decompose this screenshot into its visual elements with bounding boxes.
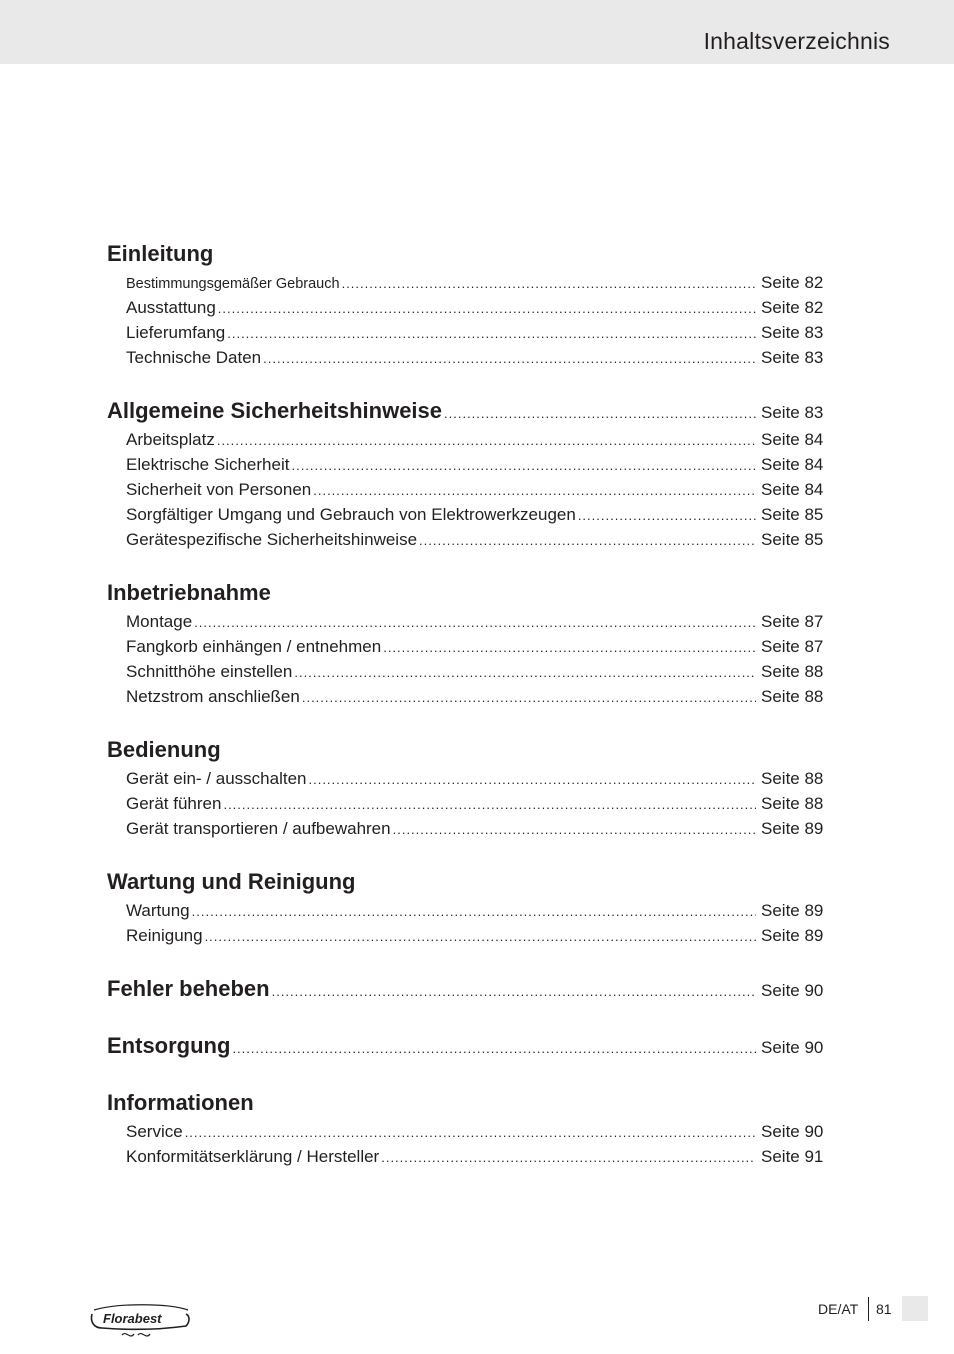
page-number: 81: [876, 1301, 892, 1317]
leader-dots: [313, 478, 756, 503]
toc-entry[interactable]: [107, 791, 829, 816]
toc-heading: Entsorgung: [107, 1033, 231, 1058]
toc-heading: Informationen: [107, 1090, 254, 1115]
toc-page-ref: Seite 84: [761, 430, 824, 449]
leader-dots: [217, 428, 756, 453]
toc-section: [107, 1087, 829, 1169]
toc-entry-label: Schnitthöhe einstellen: [126, 662, 293, 681]
toc-page-ref: Seite 84: [761, 455, 824, 474]
toc-entry[interactable]: [107, 1144, 829, 1169]
toc-page-ref: Seite 85: [761, 530, 824, 549]
toc-page-ref: Seite 83: [761, 323, 824, 342]
toc-heading-row[interactable]: [107, 395, 829, 427]
leader-dots: [227, 321, 756, 346]
toc-entry-label: Netzstrom anschließen: [126, 687, 300, 706]
toc-heading: Fehler beheben: [107, 976, 270, 1001]
page-title: Inhaltsverzeichnis: [703, 28, 890, 54]
toc-entry[interactable]: [107, 452, 829, 477]
toc-entry-label: Fangkorb einhängen / entnehmen: [126, 637, 382, 656]
toc-section: [107, 866, 829, 948]
toc-heading: Einleitung: [107, 241, 214, 266]
toc-section: [107, 973, 829, 1005]
leader-dots: [302, 685, 756, 710]
toc-page-ref: Seite 84: [761, 480, 824, 499]
toc-entry[interactable]: [107, 816, 829, 841]
toc-entry-label: Gerätespezifische Sicherheitshinweise: [126, 530, 418, 549]
leader-dots: [308, 767, 756, 792]
logo-text: Florabest: [103, 1311, 162, 1326]
toc-entry[interactable]: [107, 295, 829, 320]
toc-page-ref: Seite 88: [761, 794, 824, 813]
toc-section: [107, 1030, 829, 1062]
toc-section: [107, 395, 829, 552]
toc-page-ref: Seite 82: [761, 273, 824, 292]
leader-dots: [419, 528, 756, 553]
toc-entry-label: Wartung: [126, 901, 190, 920]
toc-page-ref: Seite 83: [761, 403, 824, 422]
toc-entry[interactable]: [107, 502, 829, 527]
toc-page-ref: Seite 87: [761, 612, 824, 631]
header-bar: [0, 0, 954, 64]
toc-page-ref: Seite 90: [761, 1038, 824, 1057]
toc-entry-label: Sorgfältiger Umgang und Gebrauch von Elektrowerkzeugen: [126, 505, 576, 524]
leader-dots: [205, 924, 756, 949]
toc-entry-label: Technische Daten: [126, 348, 262, 367]
toc-entry-label: Service: [126, 1122, 183, 1141]
leader-dots: [294, 660, 756, 685]
toc-section: [107, 734, 829, 841]
toc-entry[interactable]: [107, 427, 829, 452]
footer-divider: [868, 1297, 869, 1321]
leader-dots: [342, 271, 756, 296]
toc-entry[interactable]: [107, 634, 829, 659]
toc-page-ref: Seite 91: [761, 1147, 824, 1166]
leader-dots: [263, 346, 756, 371]
toc-entry-label: Gerät ein- / ausschalten: [126, 769, 307, 788]
toc-entry-label: Elektrische Sicherheit: [126, 455, 290, 474]
toc-entry[interactable]: [107, 270, 829, 295]
toc-page-ref: Seite 90: [761, 981, 824, 1000]
leader-dots: [291, 453, 756, 478]
toc-entry[interactable]: [107, 527, 829, 552]
leader-dots: [381, 1145, 756, 1170]
toc-entry[interactable]: [107, 320, 829, 345]
toc-page-ref: Seite 88: [761, 662, 824, 681]
toc-page-ref: Seite 89: [761, 901, 824, 920]
toc-heading: Inbetriebnahme: [107, 580, 271, 605]
toc-entry-label: Arbeitsplatz: [126, 430, 215, 449]
toc-page-ref: Seite 89: [761, 926, 824, 945]
toc-entry[interactable]: [107, 766, 829, 791]
toc-entry[interactable]: [107, 609, 829, 634]
leader-dots: [444, 398, 756, 430]
toc-section: [107, 238, 829, 370]
florabest-logo-icon: [88, 1304, 192, 1344]
florabest-logo: [88, 1304, 192, 1344]
leader-dots: [383, 635, 756, 660]
footer-tab: [902, 1296, 928, 1321]
toc-page-ref: Seite 88: [761, 687, 824, 706]
leader-dots: [272, 976, 756, 1008]
toc-entry-label: Sicherheit von Personen: [126, 480, 312, 499]
toc-entry-label: Lieferumfang: [126, 323, 226, 342]
toc-page-ref: Seite 87: [761, 637, 824, 656]
toc-entry-label: Gerät führen: [126, 794, 222, 813]
leader-dots: [393, 817, 756, 842]
toc-page-ref: Seite 90: [761, 1122, 824, 1141]
toc-heading-row[interactable]: [107, 973, 829, 1005]
leader-dots: [223, 792, 756, 817]
toc-entry-label: Gerät transportieren / aufbewahren: [126, 819, 391, 838]
toc-entry[interactable]: [107, 1119, 829, 1144]
leader-dots: [218, 296, 756, 321]
leader-dots: [232, 1033, 756, 1065]
toc-entry[interactable]: [107, 477, 829, 502]
toc-entry-label: Montage: [126, 612, 193, 631]
toc-heading-row[interactable]: [107, 1030, 829, 1062]
toc-entry[interactable]: [107, 684, 829, 709]
leader-dots: [185, 1120, 756, 1145]
toc-page-ref: Seite 82: [761, 298, 824, 317]
toc-entry[interactable]: [107, 345, 829, 370]
toc-page-ref: Seite 83: [761, 348, 824, 367]
toc-entry-label: Ausstattung: [126, 298, 216, 317]
toc-heading: Allgemeine Sicherheitshinweise: [107, 398, 443, 423]
toc-page-ref: Seite 85: [761, 505, 824, 524]
leader-dots: [192, 899, 756, 924]
toc-entry[interactable]: [107, 659, 829, 684]
toc-entry-label: Konformitätserklärung / Hersteller: [126, 1147, 380, 1166]
toc-entry[interactable]: [107, 898, 829, 923]
toc-page-ref: Seite 88: [761, 769, 824, 788]
leader-dots: [578, 503, 756, 528]
toc-entry-label: Bestimmungsgemäßer Gebrauch: [126, 276, 340, 292]
toc-entry-label: Reinigung: [126, 926, 203, 945]
leader-dots: [194, 610, 756, 635]
language-code: DE/AT: [818, 1301, 859, 1317]
toc-section: [107, 577, 829, 709]
toc-entry[interactable]: [107, 923, 829, 948]
toc-page-ref: Seite 89: [761, 819, 824, 838]
toc-heading: Wartung und Reinigung: [107, 869, 356, 894]
table-of-contents: [107, 238, 829, 1194]
toc-heading: Bedienung: [107, 737, 221, 762]
